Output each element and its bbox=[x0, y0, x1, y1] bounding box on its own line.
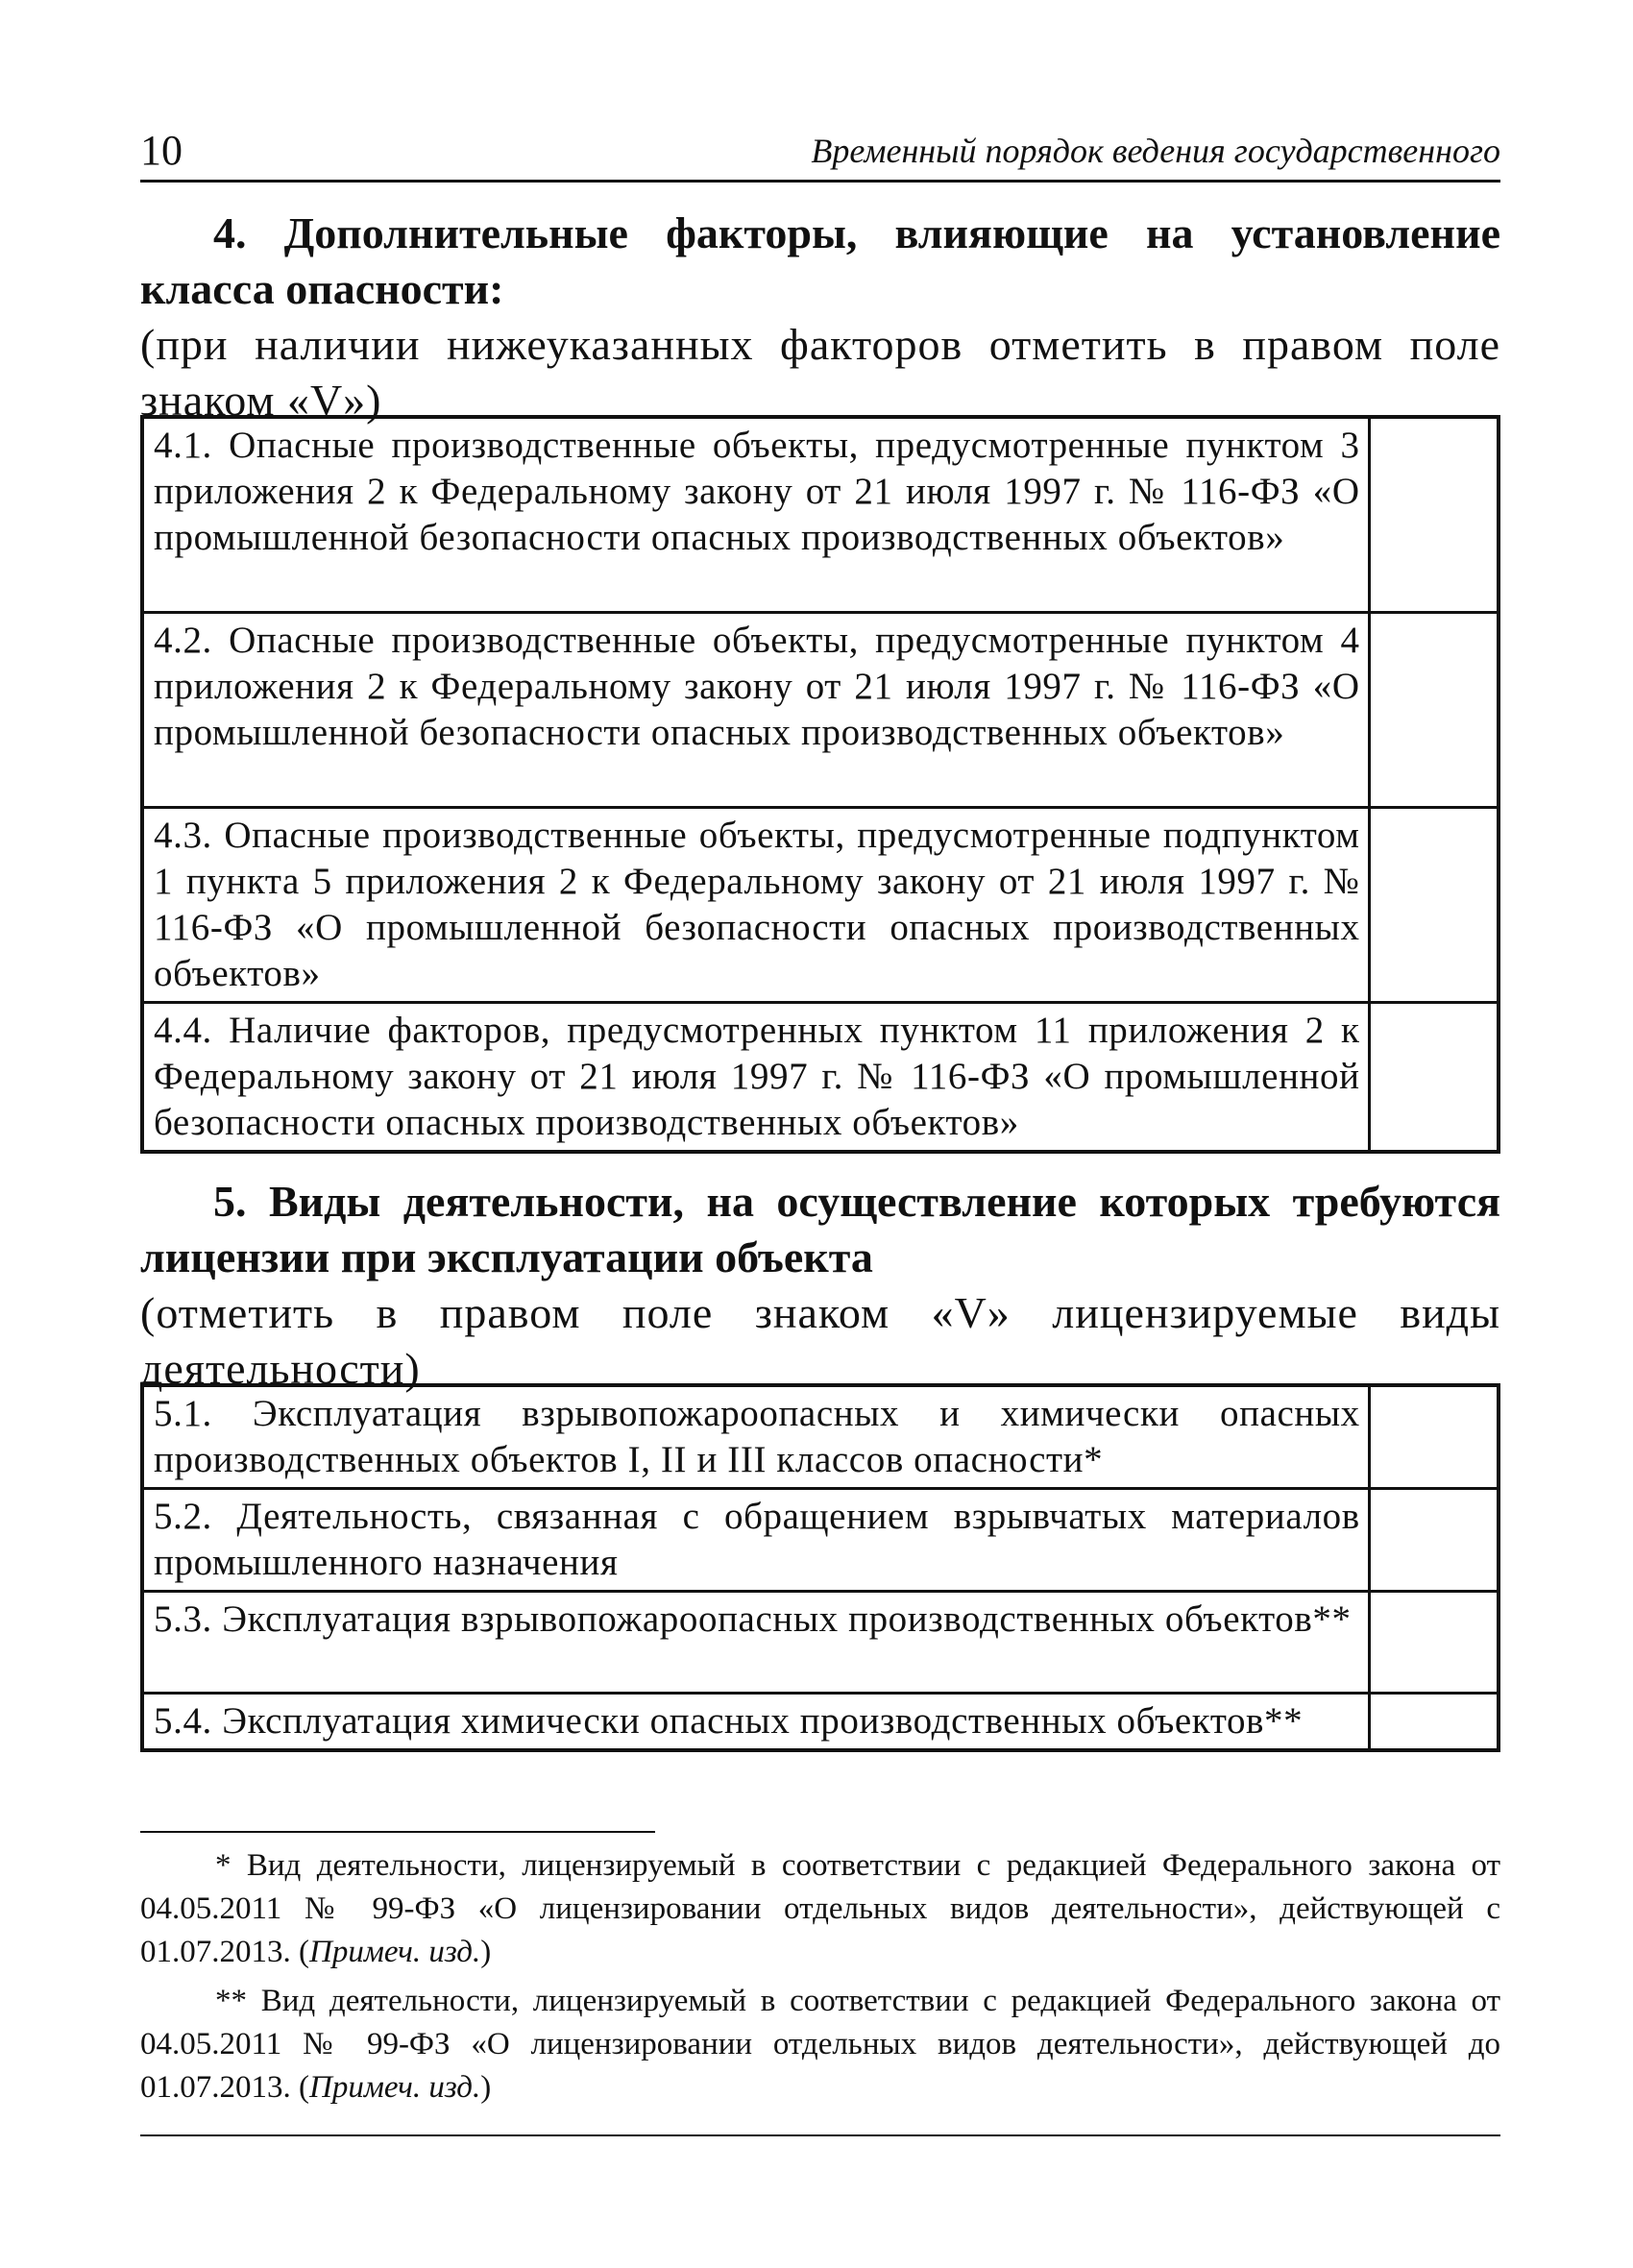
footnote-1 bbox=[140, 1844, 1500, 1974]
footnote-2 bbox=[140, 1980, 1500, 2109]
table-row bbox=[142, 1489, 1499, 1592]
factor-4-1-checkbox[interactable] bbox=[1369, 417, 1499, 612]
license-5-4-checkbox[interactable] bbox=[1369, 1694, 1499, 1751]
section-4-title: 4. Дополнительные факторы, влияющие на установление класса опасности: bbox=[140, 208, 1500, 313]
factor-4-4-text: 4.4. Наличие факторов, предусмотренных пунктом 11 приложения 2 к Федеральному закону от 21 июля 1997 г. № 116-ФЗ «О промышленной безопасности опасных производственных объектов» bbox=[142, 1002, 1369, 1152]
footnote-2-text: ** Вид деятельности, лицензируемый в соответствии с редакцией Федерального закона от 04.05.2011 № 99-ФЗ «О лицензировании отдельных видов деятельности», действующей до 01.07.2013. ( bbox=[140, 1984, 1500, 2105]
table-row bbox=[142, 612, 1499, 807]
footnote-2-close: ) bbox=[480, 2070, 492, 2105]
section-4-table bbox=[140, 415, 1500, 1154]
table-row bbox=[142, 1592, 1499, 1694]
section-5-title: 5. Виды деятельности, на осуществление которых требуются лицензии при эксплуатации объекта bbox=[140, 1177, 1500, 1281]
table-row bbox=[142, 1002, 1499, 1152]
factor-4-4-checkbox[interactable] bbox=[1369, 1002, 1499, 1152]
section-4-note: (при наличии нижеуказанных факторов отметить в правом поле знаком «V») bbox=[140, 320, 1500, 425]
footnote-2-tag: Примеч. изд. bbox=[309, 2070, 481, 2105]
table-row bbox=[142, 807, 1499, 1002]
table-row bbox=[142, 1694, 1499, 1751]
license-5-1-checkbox[interactable] bbox=[1369, 1385, 1499, 1489]
license-5-3-text: 5.3. Эксплуатация взрывопожароопасных производственных объектов** bbox=[142, 1592, 1369, 1694]
footnote-1-tag: Примеч. изд. bbox=[309, 1935, 481, 1969]
footnotes bbox=[140, 1844, 1500, 2115]
license-5-2-text: 5.2. Деятельность, связанная с обращением взрывчатых материалов промышленного назначения bbox=[142, 1489, 1369, 1592]
license-5-2-checkbox[interactable] bbox=[1369, 1489, 1499, 1592]
factor-4-2-text: 4.2. Опасные производственные объекты, предусмотренные пунктом 4 приложения 2 к Федеральному закону от 21 июля 1997 г. № 116-ФЗ «О промышленной безопасности опасных производственных объектов» bbox=[142, 612, 1369, 807]
footnote-1-text: * Вид деятельности, лицензируемый в соответствии с редакцией Федерального закона от 04.05.2011 № 99-ФЗ «О лицензировании отдельных видов деятельности», действующей с 01.07.2013. ( bbox=[140, 1848, 1500, 1969]
factor-4-3-text: 4.3. Опасные производственные объекты, предусмотренные подпунктом 1 пункта 5 приложения 2 к Федеральному закону от 21 июля 1997 г. № 116-ФЗ «О промышленной безопасности опасных производственных объектов» bbox=[142, 807, 1369, 1002]
license-5-3-checkbox[interactable] bbox=[1369, 1592, 1499, 1694]
page-number: 10 bbox=[140, 127, 183, 174]
factor-4-1-text: 4.1. Опасные производственные объекты, предусмотренные пунктом 3 приложения 2 к Федеральному закону от 21 июля 1997 г. № 116-ФЗ «О промышленной безопасности опасных производственных объектов» bbox=[142, 417, 1369, 612]
factor-4-2-checkbox[interactable] bbox=[1369, 612, 1499, 807]
table-row bbox=[142, 417, 1499, 612]
running-title: Временный порядок ведения государственного bbox=[811, 132, 1500, 170]
section-5-note: (отметить в правом поле знаком «V» лицензируемые виды деятельности) bbox=[140, 1288, 1500, 1393]
footnote-separator bbox=[140, 1831, 655, 1833]
running-header bbox=[140, 127, 1500, 183]
section-4-heading bbox=[140, 206, 1500, 428]
table-row bbox=[142, 1385, 1499, 1489]
footnote-1-close: ) bbox=[480, 1935, 492, 1969]
section-5-heading bbox=[140, 1174, 1500, 1397]
license-5-1-text: 5.1. Эксплуатация взрывопожароопасных и химически опасных производственных объектов I, II и III классов опасности* bbox=[142, 1385, 1369, 1489]
bottom-rule bbox=[140, 2134, 1500, 2136]
factor-4-3-checkbox[interactable] bbox=[1369, 807, 1499, 1002]
section-5-table bbox=[140, 1383, 1500, 1752]
license-5-4-text: 5.4. Эксплуатация химически опасных производственных объектов** bbox=[142, 1694, 1369, 1751]
